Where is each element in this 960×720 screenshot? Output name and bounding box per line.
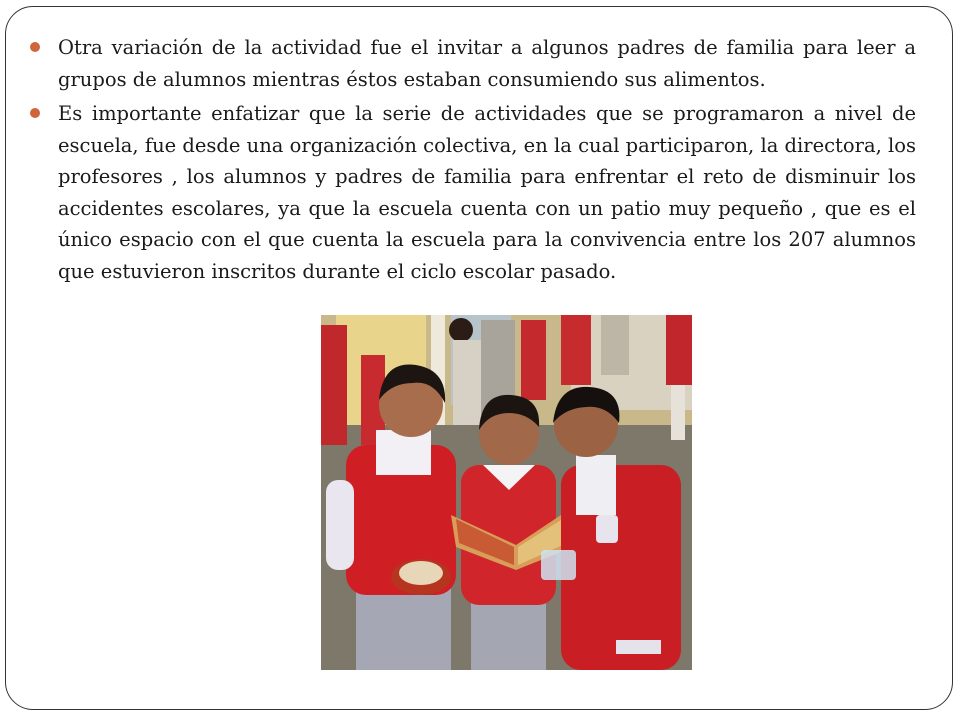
bullet-text: Es importante enfatizar que la serie de actividades que se programaron a nivel de escuela, fue desde una organización colectiva, en la cual participaron, la directora, los profesores , los alumnos y padres de familia para enfrentar el reto de disminuir los accidentes escolares, ya que la escuela cuenta con un patio muy pequeño , que es el único espacio con el que cuenta la escuela para la convivencia entre los 207 alumnos que estuvieron inscritos durante el ciclo escolar pasado. bbox=[58, 102, 916, 283]
bullet-text: Otra variación de la actividad fue el invitar a algunos padres de familia para leer a grupos de alumnos mientras éstos estaban consumiendo sus alimentos. bbox=[58, 36, 916, 91]
bullet-list bbox=[30, 32, 916, 290]
bullet-item bbox=[30, 98, 916, 287]
students-reading-photo bbox=[321, 315, 692, 670]
students-photo-illustration bbox=[321, 315, 692, 670]
bullet-dot-icon bbox=[30, 42, 40, 52]
bullet-dot-icon bbox=[30, 108, 40, 118]
bullet-item bbox=[30, 32, 916, 95]
